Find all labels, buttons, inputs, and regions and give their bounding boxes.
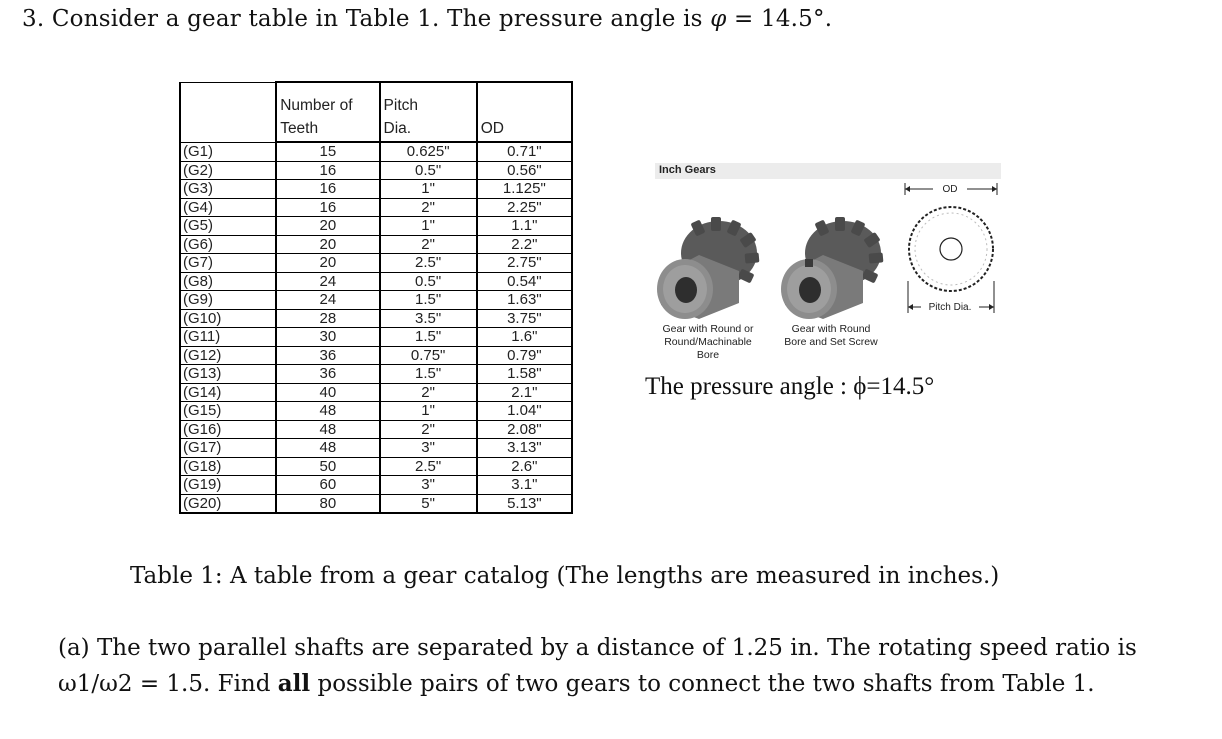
teeth-cell: 48	[276, 439, 379, 458]
od-cell: 0.71"	[477, 142, 572, 161]
gear-label-cell: (G10)	[180, 309, 276, 328]
gear-label-cell: (G15)	[180, 402, 276, 421]
pressure-angle-note: The pressure angle : ϕ=14.5°	[645, 373, 935, 400]
table-row	[180, 161, 572, 180]
header-pitch-line2: Dia.	[383, 120, 412, 137]
od-cell: 2.1"	[477, 383, 572, 402]
gear-set-screw-image	[779, 215, 885, 321]
pitch-dia-cell: 2.5"	[380, 254, 477, 273]
header-pitch-line1: Pitch	[383, 97, 418, 114]
teeth-cell: 48	[276, 402, 379, 421]
gear-label-cell: (G9)	[180, 291, 276, 310]
od-cell: 2.2"	[477, 235, 572, 254]
od-cell: 2.75"	[477, 254, 572, 273]
caption-mid-line2: Bore and Set Screw	[784, 336, 878, 348]
gear-table-header	[180, 82, 572, 142]
header-teeth	[276, 82, 379, 142]
od-cell: 2.08"	[477, 420, 572, 439]
gear-round-bore-image	[655, 215, 761, 321]
od-cell: 1.58"	[477, 365, 572, 384]
gear-label-cell: (G12)	[180, 346, 276, 365]
table-row	[180, 291, 572, 310]
gear-label-cell: (G11)	[180, 328, 276, 347]
od-label: OD	[942, 184, 958, 195]
part-a-line2-bold: all	[277, 670, 311, 697]
pitch-dia-cell: 1.5"	[380, 365, 477, 384]
table-row	[180, 457, 572, 476]
part-a-line2	[58, 666, 1208, 702]
pitch-dia-cell: 2"	[380, 420, 477, 439]
table-row	[180, 309, 572, 328]
od-cell: 0.54"	[477, 272, 572, 291]
table-row	[180, 180, 572, 199]
pitch-dia-cell: 1"	[380, 402, 477, 421]
caption-round-bore	[655, 323, 761, 362]
pitch-dia-cell: 1.5"	[380, 328, 477, 347]
table-caption: Table 1: A table from a gear catalog (The lengths are measured in inches.)	[130, 563, 1000, 589]
table-row	[180, 142, 572, 161]
gear-label-cell: (G14)	[180, 383, 276, 402]
gear-label-cell: (G19)	[180, 476, 276, 495]
gear-table-body	[180, 82, 572, 513]
table-row	[180, 328, 572, 347]
teeth-cell: 36	[276, 346, 379, 365]
header-pitch	[380, 82, 477, 142]
pitch-dia-cell: 0.5"	[380, 272, 477, 291]
pitch-dia-cell: 1.5"	[380, 291, 477, 310]
header-od	[477, 82, 572, 142]
table-row	[180, 272, 572, 291]
od-cell: 2.25"	[477, 198, 572, 217]
header-blank	[180, 82, 276, 142]
table-row	[180, 402, 572, 421]
part-a-line2-post: possible pairs of two gears to connect the two shafts from Table 1.	[310, 671, 1095, 697]
teeth-cell: 30	[276, 328, 379, 347]
gear-label-cell: (G20)	[180, 494, 276, 513]
od-cell: 5.13"	[477, 494, 572, 513]
teeth-cell: 16	[276, 180, 379, 199]
table-row	[180, 383, 572, 402]
table-row	[180, 346, 572, 365]
pitch-dia-cell: 5"	[380, 494, 477, 513]
part-a-question	[58, 630, 1208, 702]
teeth-cell: 16	[276, 198, 379, 217]
pitch-dia-cell: 2.5"	[380, 457, 477, 476]
od-cell: 1.63"	[477, 291, 572, 310]
pitch-dia-label: Pitch Dia.	[928, 302, 972, 313]
pitch-dia-cell: 2"	[380, 383, 477, 402]
table-row	[180, 494, 572, 513]
problem-equals: = 14.5°.	[726, 6, 833, 32]
od-cell: 2.6"	[477, 457, 572, 476]
teeth-cell: 36	[276, 365, 379, 384]
pitch-dia-cell: 0.5"	[380, 161, 477, 180]
table-row	[180, 217, 572, 236]
part-a-line1: (a) The two parallel shafts are separated by a distance of 1.25 in. The rotating speed ratio is	[58, 635, 1137, 661]
gear-table	[179, 81, 573, 514]
od-cell: 1.125"	[477, 180, 572, 199]
catalog-title: Inch Gears	[659, 164, 716, 176]
gear-label-cell: (G17)	[180, 439, 276, 458]
gear-icon	[657, 217, 759, 319]
gear-label-cell: (G3)	[180, 180, 276, 199]
teeth-cell: 50	[276, 457, 379, 476]
teeth-cell: 20	[276, 235, 379, 254]
teeth-cell: 15	[276, 142, 379, 161]
od-cell: 3.1"	[477, 476, 572, 495]
teeth-cell: 48	[276, 420, 379, 439]
gear-catalog-figure	[655, 163, 1001, 373]
header-teeth-line1: Number of	[280, 97, 353, 114]
gear-icon	[781, 217, 883, 319]
gear-label-cell: (G8)	[180, 272, 276, 291]
caption-left-line3: Bore	[696, 349, 720, 361]
pitch-dia-cell: 3"	[380, 439, 477, 458]
gear-label-cell: (G1)	[180, 142, 276, 161]
gear-label-cell: (G5)	[180, 217, 276, 236]
problem-statement	[22, 6, 832, 32]
caption-left-line2: Round/Machinable	[664, 336, 752, 348]
gear-label-cell: (G16)	[180, 420, 276, 439]
table-row	[180, 365, 572, 384]
table-row	[180, 235, 572, 254]
od-cell: 1.6"	[477, 328, 572, 347]
pitch-dia-cell: 1"	[380, 217, 477, 236]
caption-mid-line1: Gear with Round	[791, 323, 871, 335]
pitch-dia-cell: 3"	[380, 476, 477, 495]
pitch-dia-cell: 3.5"	[380, 309, 477, 328]
caption-set-screw	[773, 323, 889, 349]
teeth-cell: 28	[276, 309, 379, 328]
teeth-cell: 24	[276, 291, 379, 310]
teeth-cell: 16	[276, 161, 379, 180]
teeth-cell: 20	[276, 217, 379, 236]
teeth-cell: 24	[276, 272, 379, 291]
table-row	[180, 198, 572, 217]
phi-symbol: φ	[710, 6, 727, 32]
header-teeth-line2: Teeth	[280, 120, 319, 137]
teeth-cell: 60	[276, 476, 379, 495]
od-cell: 1.1"	[477, 217, 572, 236]
od-cell: 0.79"	[477, 346, 572, 365]
od-cell: 1.04"	[477, 402, 572, 421]
teeth-cell: 80	[276, 494, 379, 513]
pitch-dia-cell: 0.75"	[380, 346, 477, 365]
od-cell: 3.75"	[477, 309, 572, 328]
pitch-dia-cell: 1"	[380, 180, 477, 199]
gear-label-cell: (G7)	[180, 254, 276, 273]
table-row	[180, 254, 572, 273]
header-od-line1: OD	[480, 120, 504, 137]
od-cell: 3.13"	[477, 439, 572, 458]
table-row	[180, 439, 572, 458]
teeth-cell: 20	[276, 254, 379, 273]
pitch-dia-cell: 2"	[380, 198, 477, 217]
gear-label-cell: (G4)	[180, 198, 276, 217]
pitch-dia-cell: 0.625"	[380, 142, 477, 161]
od-cell: 0.56"	[477, 161, 572, 180]
pitch-dia-cell: 2"	[380, 235, 477, 254]
gear-label-cell: (G6)	[180, 235, 276, 254]
table-row	[180, 420, 572, 439]
caption-left-line1: Gear with Round or	[662, 323, 754, 335]
table-row	[180, 476, 572, 495]
gear-label-cell: (G18)	[180, 457, 276, 476]
gear-dimension-diagram	[903, 181, 1001, 321]
gear-label-cell: (G13)	[180, 365, 276, 384]
teeth-cell: 40	[276, 383, 379, 402]
gear-label-cell: (G2)	[180, 161, 276, 180]
part-a-line2-pre: ω1/ω2 = 1.5. Find	[58, 671, 278, 697]
problem-intro: 3. Consider a gear table in Table 1. The pressure angle is	[22, 6, 711, 32]
